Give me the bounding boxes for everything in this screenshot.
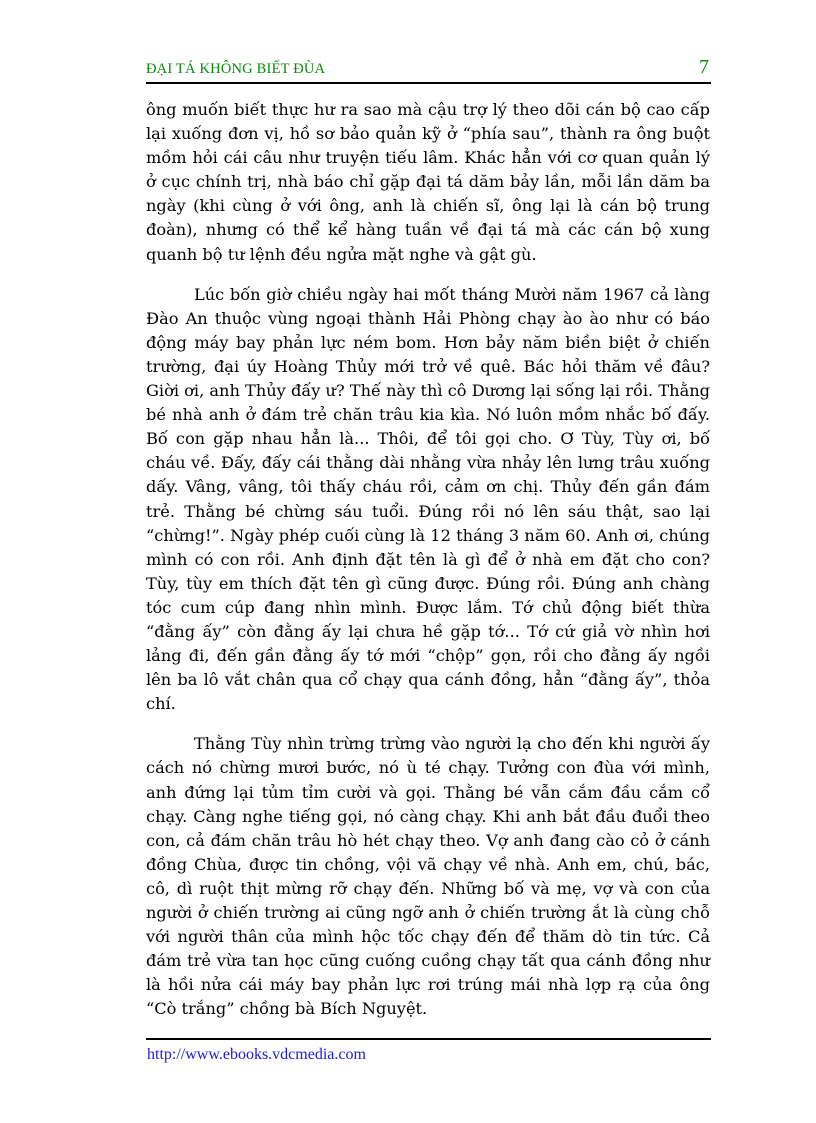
footer-divider [146,1038,711,1040]
main-text [146,98,710,1037]
page-header [146,58,711,84]
footer-website-link[interactable]: http://www.ebooks.vdcmedia.com [147,1046,366,1063]
paragraph-2: Lúc bốn giờ chiều ngày hai mốt tháng Mười năm 1967 cả làng Đào An thuộc vùng ngoại thành Hải Phòng chạy ào ào như có báo động máy bay phản lực ném bom. Hơn bảy năm biền biệt ở chiến trường, đại úy Hoàng Thủy mới trở về quê. Bác hỏi thăm về đâu? Giời ơi, anh Thủy đấy ư? Thế này thì cô Dương lại sống lại rồi. Thằng bé nhà anh ở đám trẻ chăn trâu kia kìa. Nó luôn mồm nhắc bố đấy. Bố con gặp nhau hẳn là... Thôi, để tôi gọi cho. Ơ Tùy, Tùy ơi, bố cháu về. Đấy, đấy cái thằng dài nhằng vừa nhảy lên lưng trâu xuống dấy. Vâng, vâng, tôi thấy cháu rồi, cảm ơn chị. Thủy đến gần đám trẻ. Thằng bé chừng sáu tuổi. Đúng rồi nó lên sáu thật, sao lại “chừng!”. Ngày phép cuối cùng là 12 tháng 3 năm 60. Anh ơi, chúng mình có con rồi. Anh định đặt tên là gì để ở nhà em đặt cho con? Tùy, tùy em thích đặt tên gì cũng được. Đúng rồi. Đúng anh chàng tóc cum cúp đang nhìn mình. Được lắm. Tớ chủ động biết thừa “đằng ấy” còn đằng ấy lại chưa hề gặp tớ... Tớ cứ giả vờ nhìn hơi lảng đi, đến gần đằng ấy tớ mới “chộp” gọn, rồi cho đằng ấy ngồi lên ba lô vắt chân qua cổ chạy qua cánh đồng, hẳn “đằng ấy”, thỏa chí. [146,284,711,714]
running-title: ĐẠI TÁ KHÔNG BIẾT ĐÙA [146,61,326,77]
paragraph-3: Thằng Tùy nhìn trừng trừng vào người lạ cho đến khi người ấy cách nó chừng mươi bước, nó ù té chạy. Tưởng con đùa với mình, anh đứng lại tủm tỉm cười và gọi. Thằng bé vẫn cắm đầu cắm cổ chạy. Càng nghe tiếng gọi, nó càng chạy. Khi anh bắt đầu đuổi theo con, cả đám chăn trâu hò hét chạy theo. Vợ anh đang cào cỏ ở cánh đồng Chùa, được tin chồng, vội vã chạy về nhà. Anh em, chú, bác, cô, dì ruột thịt mừng rỡ chạy đến. Những bố và mẹ, vợ và con của người ở chiến trường ai cũng ngỡ anh ở chiến trường ắt là cùng chỗ với người thân của mình hộc tốc chạy đến để thăm dò tin tức. Cả đám trẻ vừa tan học cũng cuống cuồng chạy tất qua cánh đồng như là hồi nửa cái máy bay phản lực rơi trúng mái nhà lợp rạ của ông “Cò trắng” chồng bà Bích Nguyệt. [146,734,710,1019]
page-number: 7 [699,56,709,78]
paragraph-1: ông muốn biết thực hư ra sao mà cậu trợ lý theo dõi cán bộ cao cấp lại xuống đơn vị, hồ sơ bảo quản kỹ ở “phía sau”, thành ra ông buột mồm hỏi cái câu như truyện tiếu lâm. Khác hẳn với cơ quan quản lý ở cục chính trị, nhà báo chỉ gặp đại tá dăm bảy lần, mỗi lần dăm ba ngày (khi cùng ở với ông, anh là chiến sĩ, ông lại là cán bộ trung đoàn), nhưng có thể kể hàng tuần về đại tá mà các cán bộ xung quanh bộ tư lệnh đều ngửa mặt nghe và gật gù. [146,100,710,264]
